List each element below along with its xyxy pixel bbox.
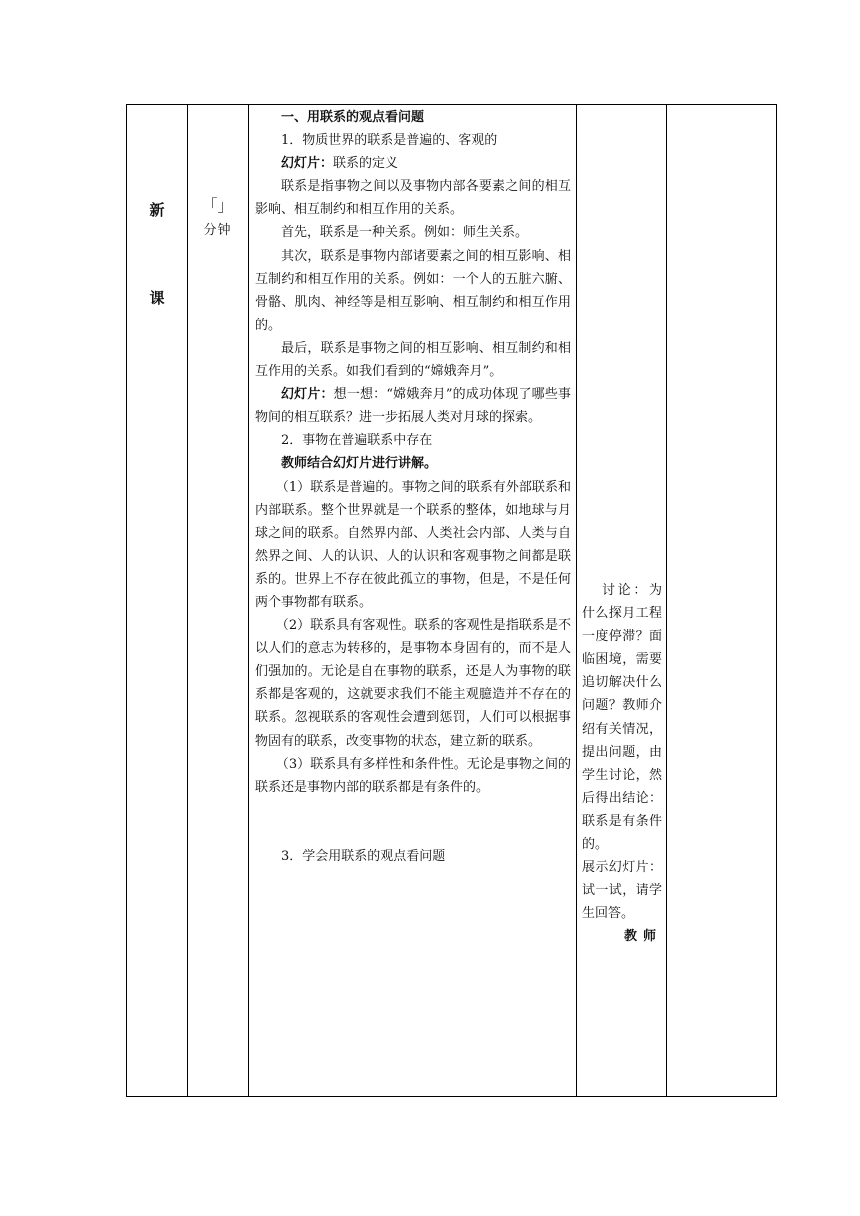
slide-label: 幻灯片： [281,387,334,403]
last-paragraph: 最后，联系是事物之间的相互影响、相互制约和相互作用的关系。如我们看到的“嫦娥奔月”。 [255,340,571,380]
point-3-title: 3．学会用联系的观点看问题 [281,848,446,864]
slide-text: 联系的定义 [333,156,399,172]
slide-show-label: 展示幻灯片： [582,860,662,876]
slide-label: 幻灯片： [281,156,334,172]
teacher-note: 教师结合幻灯片进行讲解。 [281,456,438,472]
point-objective: （2）联系具有客观性。联系的客观性是指联系是不以人们的意志为转移的，是事物本身固有的，而不是人们强加的。无论是自在事物的联系，还是人为事物的联系都是客观的，这就要求我们不能主观臆造并不存在的联系。忽视联系的客观性会遭到惩罚，人们可以根据事物固有的联系，改变事物的状态，建立新的联系。 [255,618,571,749]
definition-paragraph: 联系是指事物之间以及事物内部各要素之间的相互影响、相互制约和相互作用的关系。 [255,179,571,218]
slide-1 [255,152,571,175]
section-heading: 一、用联系的观点看问题 [281,110,425,125]
section-cell [127,105,187,1096]
activity-content [582,579,662,949]
time-cell [187,105,248,1096]
slide-block [582,856,662,925]
discussion-label: 讨论： [602,583,649,598]
section-char-1: 新 [149,201,165,219]
second-paragraph: 其次，联系是事物内部诸要素之间的相互影响、相互制约和相互作用的关系。例如：一个人的五脏六腑、骨骼、肌肉、神经等是相互影响、相互制约和相互作用的。 [255,248,571,333]
lesson-content [255,106,571,868]
content-cell [248,105,576,1096]
point-conditional: （3）联系具有多样性和条件性。无论是事物之间的联系还是事物内部的联系都是有条件的。 [255,756,571,795]
time-bracket: 「」 [201,196,234,215]
point-universal: （1）联系是普遍的。事物之间的联系有外部联系和内部联系。整个世界就是一个联系的整体，如地球与月球之间的联系。自然界内部、人类社会内部、人类与自然界之间、人的认识、人的认识和客观事物之间都是联系的。世界上不存在彼此孤立的事物，但是，不是任何两个事物都有联系。 [255,479,571,610]
activity-cell [576,105,666,1096]
time-unit: 分钟 [203,223,232,238]
slide-show-text: 试一试，请学生回答。 [582,883,662,922]
spacer [255,799,571,845]
slide-text: 想一想：“嫦娥奔月”的成功体现了哪些事物间的相互联系？进一步拓展人类对月球的探索。 [255,387,571,426]
section-char-2: 课 [149,289,165,307]
first-paragraph: 首先，联系是一种关系。例如：师生关系。 [281,225,529,241]
discussion-text: 为什么探月工程一度停滞？面临困境，需要追切解决什么问题？教师介绍有关情况，提出问题，由学生讨论，然后得出结论：联系是有条件的。 [582,583,662,853]
slide-2 [255,383,571,429]
teacher-label: 教师 [623,929,662,945]
lesson-table [126,104,777,1097]
point-1-title: 1．物质世界的联系是普遍的、客观的 [281,133,498,149]
point-2-title: 2．事物在普遍联系中存在 [281,433,433,449]
notes-cell [666,105,778,1096]
discussion-block [582,579,662,856]
